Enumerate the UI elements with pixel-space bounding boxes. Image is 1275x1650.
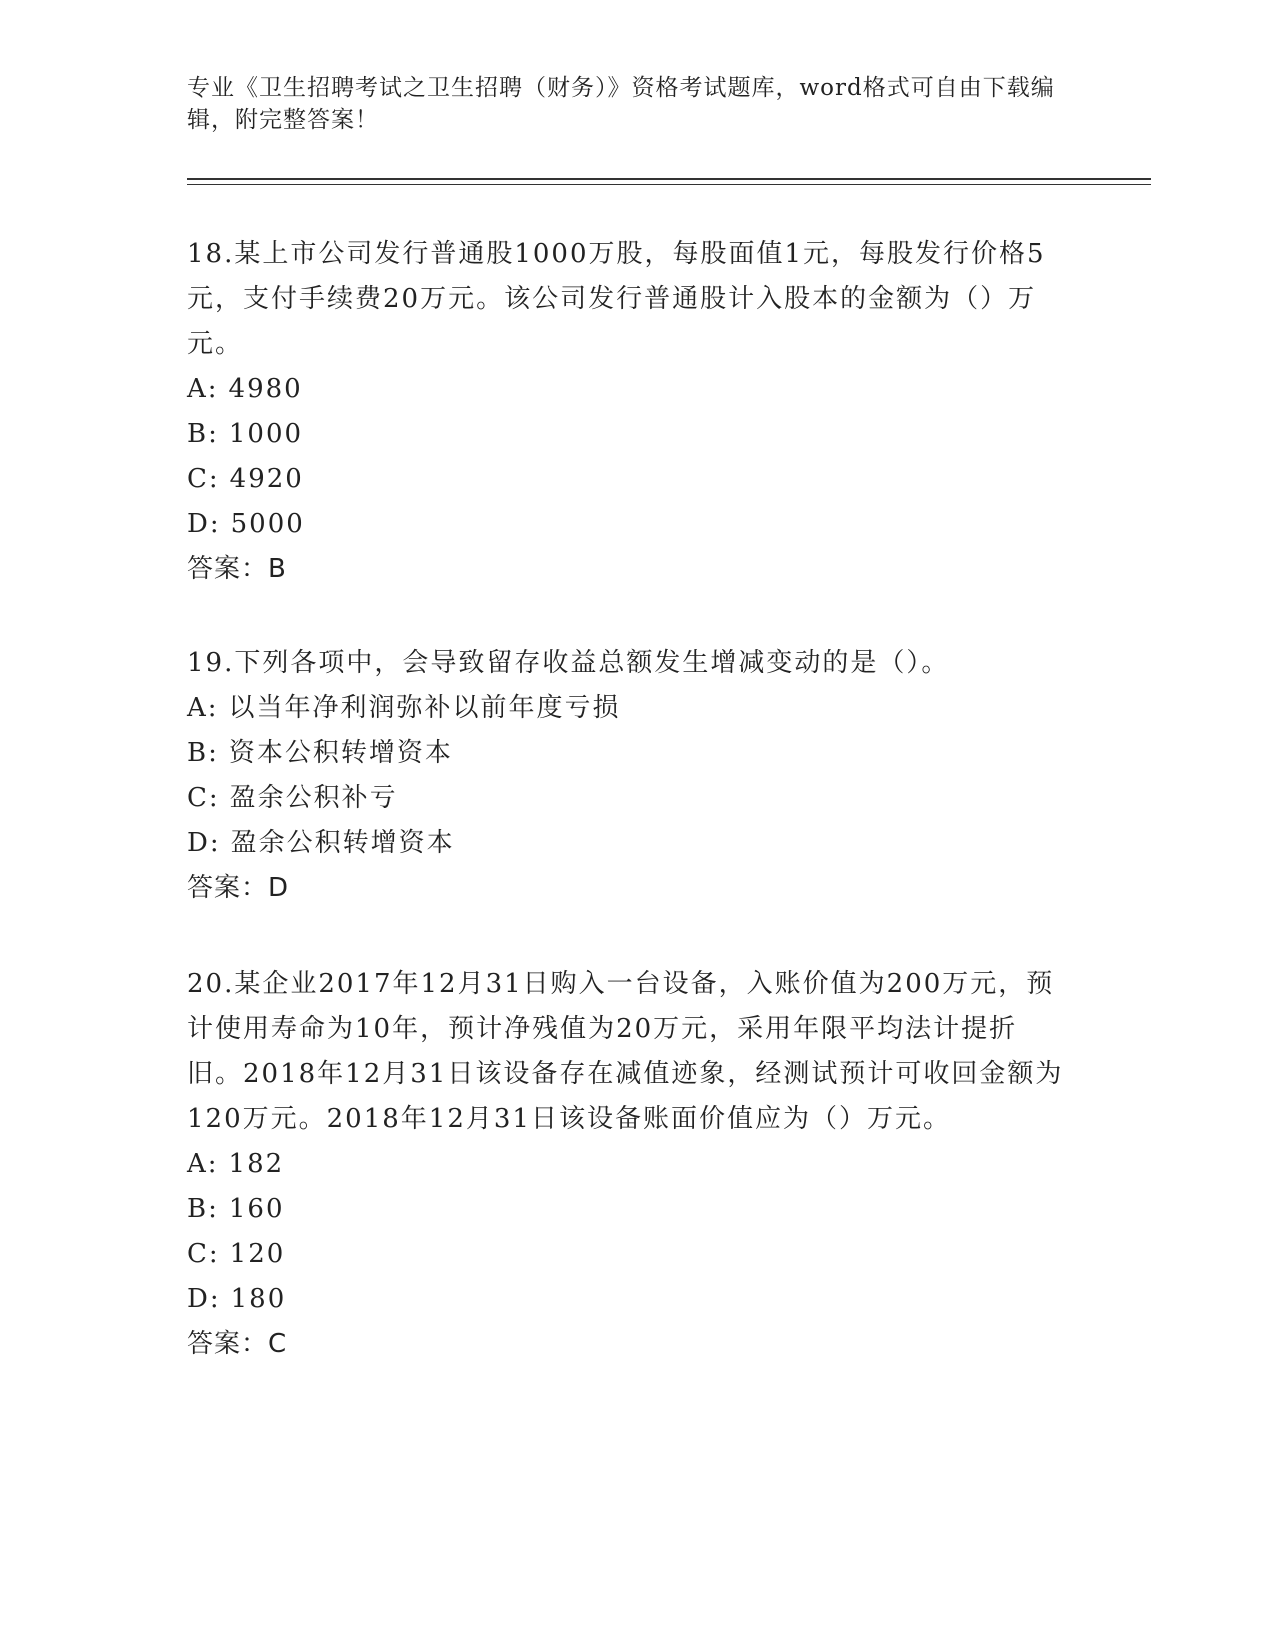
answer-line: 答案：C <box>187 1329 288 1359</box>
option-separator: : <box>208 783 220 813</box>
option-c <box>187 776 1067 821</box>
option-text: 5000 <box>230 509 305 539</box>
option-separator: : <box>208 464 220 494</box>
option-separator: : <box>208 1239 220 1269</box>
option-key: B <box>187 419 209 449</box>
option-b <box>187 1187 1067 1232</box>
option-key: B <box>187 1194 209 1224</box>
option-separator: : <box>208 1194 219 1224</box>
question-20 <box>187 962 1067 1367</box>
option-text: 182 <box>228 1149 285 1179</box>
option-separator: : <box>207 1149 219 1179</box>
header-divider-thick <box>187 178 1151 180</box>
option-key: D <box>187 509 210 539</box>
option-text: 以当年净利润弥补以前年度亏损 <box>228 693 621 723</box>
option-separator: : <box>207 693 219 723</box>
option-text: 盈余公积转增资本 <box>230 828 455 858</box>
option-key: A <box>187 1149 208 1179</box>
option-b <box>187 731 1067 776</box>
header-divider-thin <box>187 184 1151 185</box>
document-header <box>187 72 1067 136</box>
option-key: D <box>187 828 210 858</box>
option-c <box>187 457 1067 502</box>
option-a <box>187 1142 1067 1187</box>
header-title: 专业《卫生招聘考试之卫生招聘（财务）》资格考试题库，word格式可自由下载编辑，附完整答案！ <box>187 75 1055 133</box>
option-text: 盈余公积补亏 <box>229 783 398 813</box>
option-text: 资本公积转增资本 <box>228 738 453 768</box>
question-19 <box>187 641 1067 911</box>
option-text: 120 <box>229 1239 286 1269</box>
option-separator: : <box>209 509 221 539</box>
option-text: 160 <box>228 1194 285 1224</box>
answer-line: 答案：D <box>187 873 290 903</box>
answer-line: 答案：B <box>187 554 287 584</box>
option-separator: : <box>208 419 219 449</box>
option-key: C <box>187 464 209 494</box>
option-separator: : <box>209 828 221 858</box>
option-key: A <box>187 693 208 723</box>
option-a <box>187 367 1067 412</box>
option-key: C <box>187 1239 209 1269</box>
option-c <box>187 1232 1067 1277</box>
question-stem: 19.下列各项中，会导致留存收益总额发生增减变动的是（）。 <box>187 648 950 678</box>
option-key: D <box>187 1284 210 1314</box>
question-stem: 18.某上市公司发行普通股1000万股，每股面值1元，每股发行价格5元，支付手续费20万元。该公司发行普通股计入股本的金额为（）万元。 <box>187 239 1046 359</box>
question-18 <box>187 232 1067 592</box>
option-d <box>187 1277 1067 1322</box>
option-d <box>187 821 1067 866</box>
option-text: 1000 <box>228 419 304 449</box>
option-a <box>187 686 1067 731</box>
option-text: 180 <box>230 1284 287 1314</box>
option-d <box>187 502 1067 547</box>
option-separator: : <box>209 1284 221 1314</box>
option-separator: : <box>207 374 219 404</box>
option-key: A <box>187 374 208 404</box>
question-stem: 20.某企业2017年12月31日购入一台设备，入账价值为200万元，预计使用寿命为10年，预计净残值为20万元，采用年限平均法计提折旧。2018年12月31日该设备存在减值迹象，经测试预计可收回金额为120万元。2018年12月31日该设备账面价值应为（）万元。 <box>187 969 1064 1134</box>
option-text: 4920 <box>229 464 304 494</box>
option-b <box>187 412 1067 457</box>
option-key: C <box>187 783 209 813</box>
option-separator: : <box>208 738 219 768</box>
option-text: 4980 <box>228 374 303 404</box>
option-key: B <box>187 738 209 768</box>
